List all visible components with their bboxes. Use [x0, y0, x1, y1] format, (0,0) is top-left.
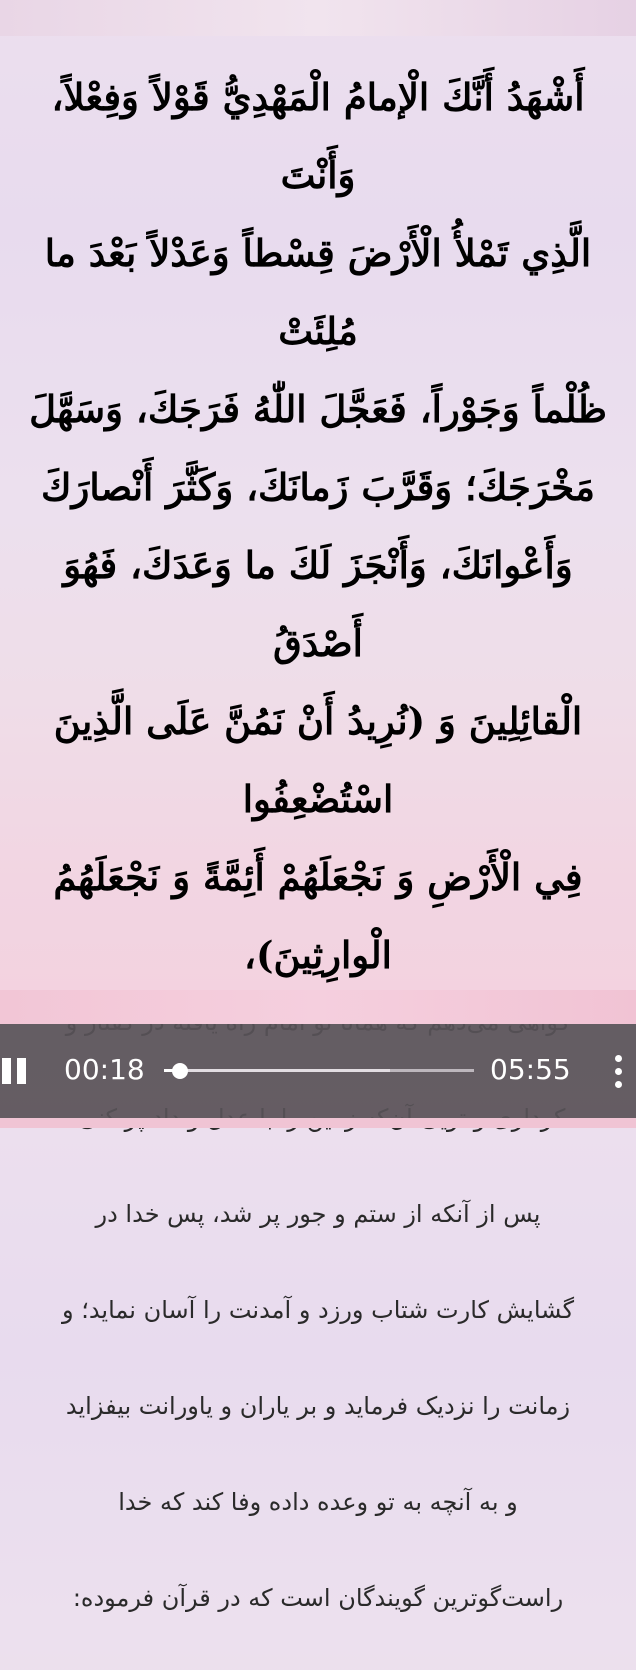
persian-line: زمانت را نزدیک فرماید و بر یاران و یاورانت بیفزاید	[65, 1392, 571, 1420]
arabic-line: الْوارِثِينَ)،	[244, 933, 392, 977]
persian-line: راست‌گوترین گویندگان است که در قرآن فرموده:	[72, 1584, 564, 1612]
persian-line: پس از آنکه از ستم و جور پر شد، پس خدا در	[95, 1200, 541, 1228]
pause-button[interactable]	[0, 1056, 30, 1086]
arabic-line: الَّذِي تَمْلأُ الْأَرْضَ قِسْطاً وَعَدْلاً بَعْدَ ما مُلِئَتْ	[44, 231, 592, 353]
pause-icon	[2, 1058, 11, 1084]
background-bottom	[0, 1118, 636, 1128]
arabic-line: أَشْهَدُ أَنَّكَ الْإمامُ الْمَهْدِيُّ قَوْلاً وَفِعْلاً، وَأَنْتَ	[51, 75, 585, 197]
status-bar-strip	[0, 0, 636, 36]
arabic-line: الْقائِلِينَ وَ (نُرِيدُ أَنْ نَمُنَّ عَلَى الَّذِينَ اسْتُضْعِفُوا	[53, 699, 583, 821]
more-vertical-icon	[615, 1055, 622, 1062]
persian-line: و به آنچه به تو وعده داده وفا کند که خدا	[118, 1488, 518, 1516]
current-time: 00:18	[64, 1053, 145, 1086]
arabic-line: ظُلْماً وَجَوْراً، فَعَجَّلَ اللّٰهُ فَرَجَكَ، وَسَهَّلَ	[29, 387, 607, 431]
seek-thumb[interactable]	[172, 1063, 188, 1079]
total-time: 05:55	[490, 1053, 571, 1086]
pause-icon	[17, 1058, 26, 1084]
seek-buffered	[164, 1069, 390, 1072]
arabic-line: مَخْرَجَكَ؛ وَقَرَّبَ زَمانَكَ، وَكَثَّرَ أَنْصارَكَ	[40, 465, 595, 509]
more-options-button[interactable]	[606, 1052, 630, 1092]
arabic-line: وَأَعْوانَكَ، وَأَنْجَزَ لَكَ ما وَعَدَكَ، فَهُوَ أَصْدَقُ	[63, 543, 573, 665]
more-vertical-icon	[615, 1081, 622, 1088]
audio-player-bar	[0, 1024, 636, 1118]
background-band	[0, 990, 636, 1024]
seek-bar[interactable]	[164, 1061, 474, 1081]
arabic-line: فِي الْأَرْضِ وَ نَجْعَلَهُمْ أَئِمَّةً وَ نَجْعَلَهُمُ	[53, 855, 583, 899]
persian-line: گشایش کارت شتاب ورزد و آمدنت را آسان نماید؛ و	[61, 1296, 574, 1324]
more-vertical-icon	[615, 1068, 622, 1075]
arabic-text	[14, 58, 622, 994]
